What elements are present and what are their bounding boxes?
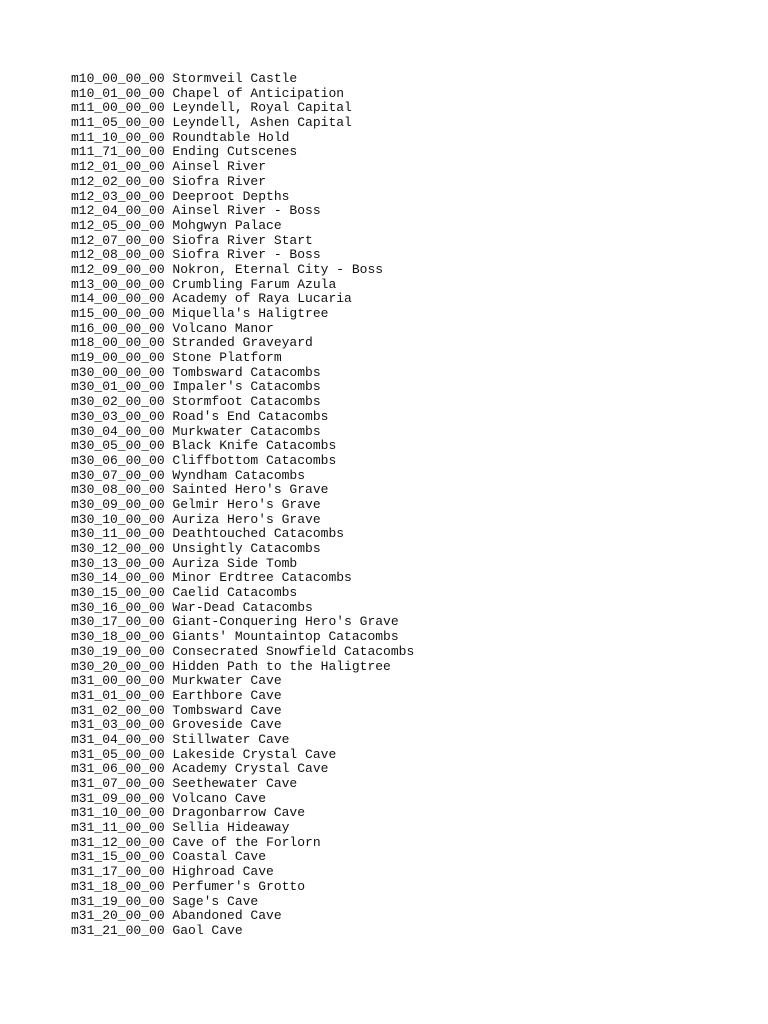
list-line: m31_21_00_00 Gaol Cave [71, 922, 243, 938]
list-line: m11_71_00_00 Ending Cutscenes [71, 144, 298, 160]
list-line: m30_04_00_00 Murkwater Catacombs [71, 423, 321, 439]
list-line: m30_13_00_00 Auriza Side Tomb [71, 555, 298, 571]
list-line: m12_03_00_00 Deeproot Depths [71, 188, 290, 204]
list-line: m30_07_00_00 Wyndham Catacombs [71, 467, 306, 483]
list-line: m12_07_00_00 Siofra River Start [71, 232, 313, 248]
list-line: m30_00_00_00 Tombsward Catacombs [71, 364, 321, 380]
list-line: m15_00_00_00 Miquella's Haligtree [71, 306, 329, 321]
list-line: m16_00_00_00 Volcano Manor [71, 320, 274, 336]
list-line: m30_14_00_00 Minor Erdtree Catacombs [71, 570, 352, 586]
list-line: m19_00_00_00 Stone Platform [71, 350, 282, 366]
list-line: m31_12_00_00 Cave of the Forlorn [71, 834, 321, 850]
list-line: m10_00_00_00 Stormveil Castle [71, 71, 298, 86]
list-line: m31_20_00_00 Abandoned Cave [71, 908, 282, 924]
list-line: m31_17_00_00 Highroad Cave [71, 864, 274, 880]
list-line: m12_08_00_00 Siofra River - Boss [71, 247, 321, 263]
list-line: m12_04_00_00 Ainsel River - Boss [71, 203, 321, 219]
list-line: m30_10_00_00 Auriza Hero's Grave [71, 511, 321, 527]
list-line: m30_08_00_00 Sainted Hero's Grave [71, 482, 329, 498]
list-line: m31_02_00_00 Tombsward Cave [71, 702, 282, 718]
list-line: m12_05_00_00 Mohgwyn Palace [71, 217, 282, 233]
list-line: m14_00_00_00 Academy of Raya Lucaria [71, 291, 352, 307]
list-line: m30_02_00_00 Stormfoot Catacombs [71, 394, 321, 410]
list-line: m30_09_00_00 Gelmir Hero's Grave [71, 496, 321, 512]
list-line: m30_18_00_00 Giants' Mountaintop Catacombs [71, 629, 399, 645]
list-line: m31_03_00_00 Groveside Cave [71, 717, 282, 733]
list-line: m11_05_00_00 Leyndell, Ashen Capital [71, 115, 352, 131]
list-line: m31_04_00_00 Stillwater Cave [71, 731, 290, 747]
list-line: m31_05_00_00 Lakeside Crystal Cave [71, 746, 337, 762]
list-line: m31_07_00_00 Seethewater Cave [71, 776, 298, 791]
list-line: m30_15_00_00 Caelid Catacombs [71, 585, 298, 601]
list-line: m18_00_00_00 Stranded Graveyard [71, 335, 313, 351]
list-line: m12_09_00_00 Nokron, Eternal City - Boss [71, 261, 384, 277]
list-line: m30_12_00_00 Unsightly Catacombs [71, 541, 321, 556]
list-line: m31_15_00_00 Coastal Cave [71, 849, 267, 865]
list-line: m31_06_00_00 Academy Crystal Cave [71, 761, 329, 777]
list-line: m30_16_00_00 War-Dead Catacombs [71, 599, 313, 615]
list-line: m10_01_00_00 Chapel of Anticipation [71, 85, 345, 101]
list-line: m30_06_00_00 Cliffbottom Catacombs [71, 452, 337, 468]
list-line: m31_18_00_00 Perfumer's Grotto [71, 878, 306, 894]
list-line: m31_10_00_00 Dragonbarrow Cave [71, 805, 306, 821]
list-line: m30_17_00_00 Giant-Conquering Hero's Grave [71, 614, 399, 630]
list-line: m30_01_00_00 Impaler's Catacombs [71, 379, 321, 395]
list-line: m11_10_00_00 Roundtable Hold [71, 129, 290, 145]
list-line: m30_03_00_00 Road's End Catacombs [71, 408, 329, 424]
list-line: m30_19_00_00 Consecrated Snowfield Catacombs [71, 643, 415, 659]
map-id-list [71, 72, 414, 939]
list-line: m30_20_00_00 Hidden Path to the Haligtree [71, 658, 391, 674]
list-line: m11_00_00_00 Leyndell, Royal Capital [71, 100, 352, 116]
list-line: m31_00_00_00 Murkwater Cave [71, 673, 282, 689]
list-line: m12_02_00_00 Siofra River [71, 173, 267, 189]
list-line: m30_11_00_00 Deathtouched Catacombs [71, 526, 345, 542]
list-line: m12_01_00_00 Ainsel River [71, 159, 267, 175]
list-line: m31_11_00_00 Sellia Hideaway [71, 820, 290, 836]
list-line: m13_00_00_00 Crumbling Farum Azula [71, 276, 337, 292]
list-line: m31_19_00_00 Sage's Cave [71, 893, 259, 909]
list-line: m31_01_00_00 Earthbore Cave [71, 687, 282, 703]
list-line: m31_09_00_00 Volcano Cave [71, 790, 267, 806]
list-line: m30_05_00_00 Black Knife Catacombs [71, 438, 337, 454]
